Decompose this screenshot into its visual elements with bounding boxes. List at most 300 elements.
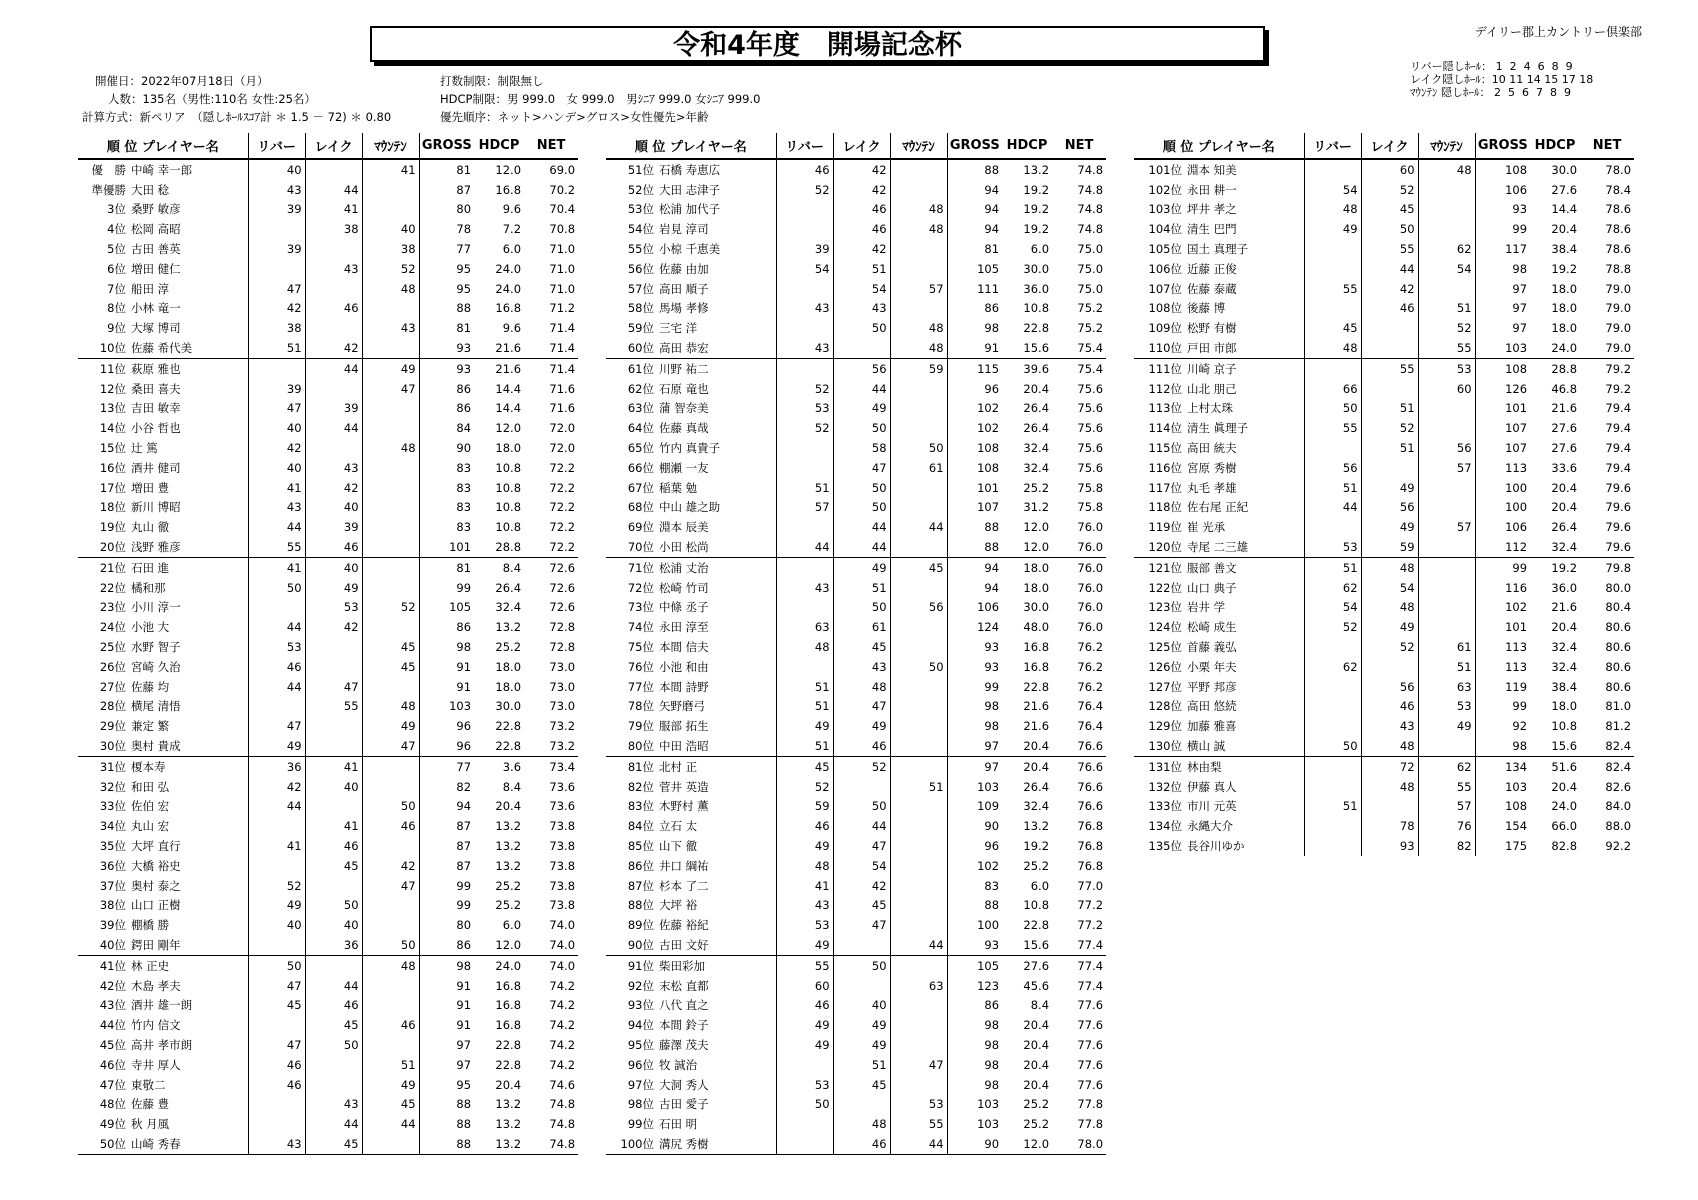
lake-score: [833, 1094, 890, 1114]
river-score: 39: [248, 200, 305, 220]
gross: 92: [1475, 716, 1530, 736]
mountain-score: [890, 856, 947, 876]
rank: 74位: [627, 620, 654, 635]
table-row: [78, 1035, 578, 1055]
table-row: [606, 1015, 1106, 1035]
hdcp: 10.8: [1023, 301, 1050, 316]
mountain-score: 60: [1418, 379, 1475, 399]
gross: 81: [419, 318, 474, 338]
net: 74.2: [549, 998, 576, 1013]
lake-score: 49: [833, 1035, 890, 1055]
hdcp: 30.0: [495, 699, 522, 714]
river-score: [248, 358, 305, 378]
hdcp: 12.0: [1002, 537, 1052, 557]
gross: 116: [1475, 578, 1530, 598]
mountain-score: 50: [362, 797, 419, 817]
table-row: [606, 1094, 1106, 1114]
table-row: [606, 498, 1106, 518]
river-score: 49: [776, 716, 833, 736]
gross: 91: [419, 976, 474, 996]
player-name: 長谷川ゆか: [1187, 838, 1245, 853]
rank: 126位: [1148, 659, 1182, 674]
lake-score: 55: [1361, 358, 1418, 378]
table-row: [606, 159, 1106, 180]
player-name: 佐藤 泰蔵: [1187, 281, 1237, 296]
river-score: 51: [1304, 557, 1361, 577]
river-score: [248, 219, 305, 239]
net: 76.2: [1077, 640, 1104, 655]
rank: 109位: [1148, 321, 1182, 336]
table-row: [1134, 358, 1634, 378]
hdcp: 9.6: [502, 202, 522, 217]
mountain-score: [890, 299, 947, 319]
lake-score: 52: [833, 756, 890, 776]
table-row: [1134, 418, 1634, 438]
river-score: [248, 598, 305, 618]
river-score: [776, 458, 833, 478]
mountain-score: 45: [890, 557, 947, 577]
lake-score: 44: [305, 180, 362, 200]
mountain-score: [1418, 399, 1475, 419]
hdcp: 6.0: [502, 918, 522, 933]
mountain-score: 53: [890, 1094, 947, 1114]
net: 80.6: [1605, 659, 1632, 674]
rank: 44位: [99, 1018, 126, 1033]
table-row: [78, 418, 578, 438]
hdcp: 25.2: [495, 640, 522, 655]
player-name: 山下 徹: [659, 838, 698, 853]
rank: 118位: [1148, 500, 1182, 515]
lake-score: 48: [1361, 557, 1418, 577]
player-name: 杉本 了二: [659, 878, 709, 893]
river-score: 62: [1304, 657, 1361, 677]
player-name: 松岡 高昭: [131, 222, 181, 237]
lake-score: 46: [833, 1134, 890, 1154]
hdcp: 26.4: [495, 580, 522, 595]
mountain-score: 45: [362, 657, 419, 677]
table-row: [606, 677, 1106, 697]
mountain-score: 48: [362, 697, 419, 717]
river-score: 41: [776, 876, 833, 896]
hdcp: 66.0: [1551, 819, 1578, 834]
gross: 87: [419, 856, 474, 876]
hdcp: 19.2: [1023, 838, 1050, 853]
mountain-score: [362, 617, 419, 637]
gross: 101: [947, 478, 1002, 498]
rank: 82位: [627, 779, 654, 794]
player-name: 宮崎 久治: [131, 659, 181, 674]
rank: 31位: [99, 759, 126, 774]
table-row: [1134, 498, 1634, 518]
river-score: 54: [1304, 598, 1361, 618]
mountain-score: [1418, 537, 1475, 557]
player-name: 矢野磨弓: [659, 699, 705, 714]
player-name: 佐藤 裕紀: [659, 918, 709, 933]
rank: 66位: [627, 460, 654, 475]
river-score: 47: [248, 976, 305, 996]
river-score: 48: [776, 856, 833, 876]
table-row: [78, 1075, 578, 1095]
mountain-score: 46: [362, 816, 419, 836]
net: 71.0: [549, 281, 576, 296]
net: 76.0: [1077, 600, 1104, 615]
gross: 102: [947, 856, 1002, 876]
table-row: [606, 318, 1106, 338]
lake-score: 49: [833, 1015, 890, 1035]
priority-order: 優先順序：ネット>ハンデ>グロス>女性優先>年齢: [440, 110, 709, 124]
results-table: [78, 133, 578, 1155]
table-row: [78, 995, 578, 1015]
table-row: [1134, 537, 1634, 557]
lake-score: 47: [833, 836, 890, 856]
player-name: 立石 太: [659, 819, 698, 834]
gross: 115: [947, 358, 1002, 378]
player-name: 川崎 京子: [1187, 361, 1237, 376]
rank: 16位: [99, 460, 126, 475]
player-name: 大洞 秀人: [659, 1077, 709, 1092]
rank: 38位: [99, 898, 126, 913]
net: 70.8: [549, 222, 576, 237]
mountain-score: 52: [362, 259, 419, 279]
river-score: 46: [248, 657, 305, 677]
gross: 91: [419, 1015, 474, 1035]
hdcp: 26.4: [1023, 401, 1050, 416]
river-score: 43: [776, 578, 833, 598]
rank: 65位: [627, 441, 654, 456]
gross: 97: [1475, 318, 1530, 338]
mountain-score: 61: [1418, 637, 1475, 657]
mountain-score: [362, 299, 419, 319]
table-row: [78, 955, 578, 975]
player-name: 橘和那: [131, 580, 166, 595]
rank: 24位: [99, 620, 126, 635]
mountain-score: [362, 836, 419, 856]
table-row: [1134, 578, 1634, 598]
lake-score: [1361, 318, 1418, 338]
hdcp: 36.0: [1023, 281, 1050, 296]
hdcp: 48.0: [1023, 620, 1050, 635]
gross: 94: [947, 180, 1002, 200]
mountain-score: [1418, 578, 1475, 598]
player-name: 小田 松尚: [656, 537, 776, 557]
player-name: 船田 淳: [131, 281, 170, 296]
hdcp: 39.6: [1023, 361, 1050, 376]
hdcp: 15.6: [1530, 736, 1580, 756]
mountain-score: 50: [890, 657, 947, 677]
mountain-score: 57: [890, 279, 947, 299]
lake-score: 42: [305, 478, 362, 498]
hdcp: 20.4: [495, 799, 522, 814]
table-row: [1134, 637, 1634, 657]
hdcp: 8.4: [502, 779, 522, 794]
player-name: 佐藤 真哉: [659, 421, 709, 436]
net: 73.6: [549, 779, 576, 794]
player-name: 北村 正: [659, 759, 698, 774]
hdcp: 22.8: [1023, 321, 1050, 336]
net: 71.4: [549, 321, 576, 336]
net: 74.2: [549, 1037, 576, 1052]
net: 72.0: [549, 421, 576, 436]
net: 74.0: [524, 935, 578, 955]
player-name: 松浦 加代子: [659, 202, 721, 217]
lake-score: [305, 1075, 362, 1095]
player-name: 松崎 成生: [1187, 620, 1237, 635]
gross: 98: [947, 1075, 1002, 1095]
results-table: [1134, 133, 1634, 856]
river-score: 41: [248, 478, 305, 498]
gross: 88: [419, 299, 474, 319]
player-name: 東敬二: [131, 1077, 166, 1092]
gross: 83: [419, 498, 474, 518]
lake-score: 46: [305, 537, 362, 557]
river-score: 39: [248, 379, 305, 399]
net: 79.2: [1605, 381, 1632, 396]
net: 71.0: [549, 261, 576, 276]
gross: 82: [419, 777, 474, 797]
player-name: 佐藤 希代美: [128, 338, 248, 358]
gross: 99: [419, 876, 474, 896]
table-row: [1134, 159, 1634, 180]
gross: 81: [947, 239, 1002, 259]
river-score: 40: [248, 458, 305, 478]
mountain-score: [362, 498, 419, 518]
table-row: [606, 915, 1106, 935]
net: 81.2: [1605, 719, 1632, 734]
hdcp: 16.8: [495, 978, 522, 993]
player-name: 井口 綱祐: [659, 858, 709, 873]
rank: 80位: [606, 736, 656, 756]
lake-score: 48: [1361, 736, 1418, 756]
mountain-score: [890, 418, 947, 438]
table-row: [606, 458, 1106, 478]
table-row: [1134, 777, 1634, 797]
player-name: 崔 光承: [1187, 520, 1226, 535]
player-name: 近藤 正俊: [1187, 261, 1237, 276]
river-score: [1304, 637, 1361, 657]
table-row: [1134, 816, 1634, 836]
mountain-score: 42: [362, 856, 419, 876]
gross: 97: [419, 1055, 474, 1075]
rank: 準優勝: [91, 182, 126, 197]
hdcp: 24.0: [495, 958, 522, 973]
river-score: [1304, 358, 1361, 378]
river-score: [776, 598, 833, 618]
hdcp: 10.8: [495, 500, 522, 515]
mountain-score: [890, 797, 947, 817]
player-name: 溝尻 秀樹: [656, 1134, 776, 1154]
table-row: [1134, 517, 1634, 537]
gross: 98: [947, 1055, 1002, 1075]
table-row: [606, 637, 1106, 657]
table-row: [1134, 736, 1634, 756]
lake-score: [833, 777, 890, 797]
table-row: [606, 180, 1106, 200]
hdcp: 7.2: [502, 222, 522, 237]
net: 73.8: [549, 898, 576, 913]
river-score: 52: [776, 379, 833, 399]
river-score: [776, 657, 833, 677]
mountain-score: 48: [890, 338, 947, 358]
hdcp: 30.0: [1023, 261, 1050, 276]
hdcp: 16.8: [1023, 640, 1050, 655]
hdcp: 10.8: [1023, 898, 1050, 913]
hdcp: 15.6: [1002, 935, 1052, 955]
gross: 95: [419, 279, 474, 299]
lake-score: 44: [833, 816, 890, 836]
player-name: 木島 孝夫: [131, 978, 181, 993]
gross: 98: [947, 318, 1002, 338]
lake-score: 52: [1361, 637, 1418, 657]
table-row: [78, 598, 578, 618]
gross: 93: [1475, 200, 1530, 220]
hidden-holes-river: リバー隠しﾎｰﾙ： 1 2 4 6 8 9: [1410, 60, 1573, 73]
river-score: 40: [248, 915, 305, 935]
gross: 101: [1475, 617, 1530, 637]
table-row: [78, 219, 578, 239]
rank: 12位: [99, 381, 126, 396]
lake-score: 44: [833, 537, 890, 557]
rank: 119位: [1148, 520, 1182, 535]
river-score: 42: [248, 777, 305, 797]
gross: 93: [947, 637, 1002, 657]
mountain-score: 76: [1418, 816, 1475, 836]
table-row: [78, 1134, 578, 1154]
river-score: 45: [248, 995, 305, 1015]
lake-score: 55: [305, 697, 362, 717]
river-score: 44: [248, 517, 305, 537]
net: 77.6: [1077, 1037, 1104, 1052]
player-name: 大坪 直行: [131, 838, 181, 853]
lake-score: 56: [1361, 498, 1418, 518]
header-net: NET: [1580, 133, 1634, 159]
mountain-score: 61: [890, 458, 947, 478]
player-name: 石橋 寿恵広: [659, 162, 721, 177]
river-score: 49: [776, 836, 833, 856]
hidden-holes-lake: レイク隠しﾎｰﾙ：10 11 14 15 17 18: [1410, 73, 1594, 86]
table-row: [606, 299, 1106, 319]
net: 82.6: [1605, 779, 1632, 794]
hdcp: 27.6: [1551, 441, 1578, 456]
gross: 103: [947, 1094, 1002, 1114]
lake-score: 50: [833, 418, 890, 438]
hdcp: 13.2: [1023, 819, 1050, 834]
mountain-score: 54: [1418, 259, 1475, 279]
lake-score: [305, 318, 362, 338]
table-row: [1134, 239, 1634, 259]
river-score: 53: [1304, 537, 1361, 557]
river-score: 44: [248, 677, 305, 697]
player-name: 寺井 厚人: [131, 1057, 181, 1072]
rank: 35位: [99, 838, 126, 853]
gross: 105: [947, 955, 1002, 975]
hdcp: 18.0: [1023, 560, 1050, 575]
rank: 46位: [99, 1057, 126, 1072]
lake-score: [305, 736, 362, 756]
lake-score: [305, 159, 362, 180]
player-name: 永縄大介: [1187, 819, 1233, 834]
net: 72.8: [549, 640, 576, 655]
player-name: 松崎 竹司: [659, 580, 709, 595]
mountain-score: [1418, 498, 1475, 518]
mountain-score: 62: [1418, 756, 1475, 776]
gross: 86: [947, 299, 1002, 319]
lake-score: [305, 876, 362, 896]
mountain-score: [362, 756, 419, 776]
rank: 18位: [99, 500, 126, 515]
player-name: 岩見 淳司: [659, 222, 709, 237]
lake-score: 43: [305, 1094, 362, 1114]
river-score: 51: [1304, 478, 1361, 498]
net: 76.4: [1077, 719, 1104, 734]
mountain-score: [362, 976, 419, 996]
mountain-score: 48: [362, 438, 419, 458]
river-score: 56: [1304, 458, 1361, 478]
hdcp: 12.0: [1002, 1134, 1052, 1154]
mountain-score: [1418, 557, 1475, 577]
hdcp: 18.0: [495, 659, 522, 674]
player-name: 松浦 丈治: [659, 560, 709, 575]
player-name: 和田 弘: [131, 779, 170, 794]
hdcp: 36.0: [1551, 580, 1578, 595]
gross: 97: [947, 756, 1002, 776]
gross: 124: [947, 617, 1002, 637]
gross: 90: [419, 438, 474, 458]
hidden-holes: [1410, 60, 1593, 99]
lake-score: 50: [833, 498, 890, 518]
player-name: 八代 直之: [659, 998, 709, 1013]
table-row: [78, 876, 578, 896]
table-row: [1134, 458, 1634, 478]
rank: 13位: [99, 401, 126, 416]
gross: 87: [419, 816, 474, 836]
rank: 34位: [99, 819, 126, 834]
lake-score: 42: [305, 338, 362, 358]
gross: 94: [947, 200, 1002, 220]
net: 74.8: [549, 1097, 576, 1112]
lake-score: 43: [833, 657, 890, 677]
mountain-score: [890, 259, 947, 279]
river-score: [776, 318, 833, 338]
net: 72.6: [549, 560, 576, 575]
river-score: [248, 816, 305, 836]
gross: 90: [947, 816, 1002, 836]
gross: 91: [947, 338, 1002, 358]
rank: 72位: [627, 580, 654, 595]
net: 75.8: [1077, 500, 1104, 515]
river-score: [776, 438, 833, 458]
net: 75.2: [1077, 321, 1104, 336]
lake-score: 45: [305, 856, 362, 876]
rank: 123位: [1148, 600, 1182, 615]
player-name: 丸毛 孝雄: [1187, 480, 1237, 495]
rank: 11位: [99, 361, 126, 376]
gross: 83: [947, 876, 1002, 896]
lake-score: 51: [833, 259, 890, 279]
mountain-score: 57: [1418, 458, 1475, 478]
lake-score: 44: [305, 358, 362, 378]
net: 82.4: [1605, 759, 1632, 774]
gross: 96: [419, 736, 474, 756]
hdcp: 33.6: [1551, 460, 1578, 475]
gross: 108: [947, 438, 1002, 458]
rank: 116位: [1148, 460, 1182, 475]
mountain-score: [890, 677, 947, 697]
hdcp: 38.4: [1551, 242, 1578, 257]
gross: 93: [419, 338, 474, 358]
gross: 88: [419, 1094, 474, 1114]
net: 70.2: [549, 182, 576, 197]
hdcp: 6.0: [1030, 878, 1050, 893]
